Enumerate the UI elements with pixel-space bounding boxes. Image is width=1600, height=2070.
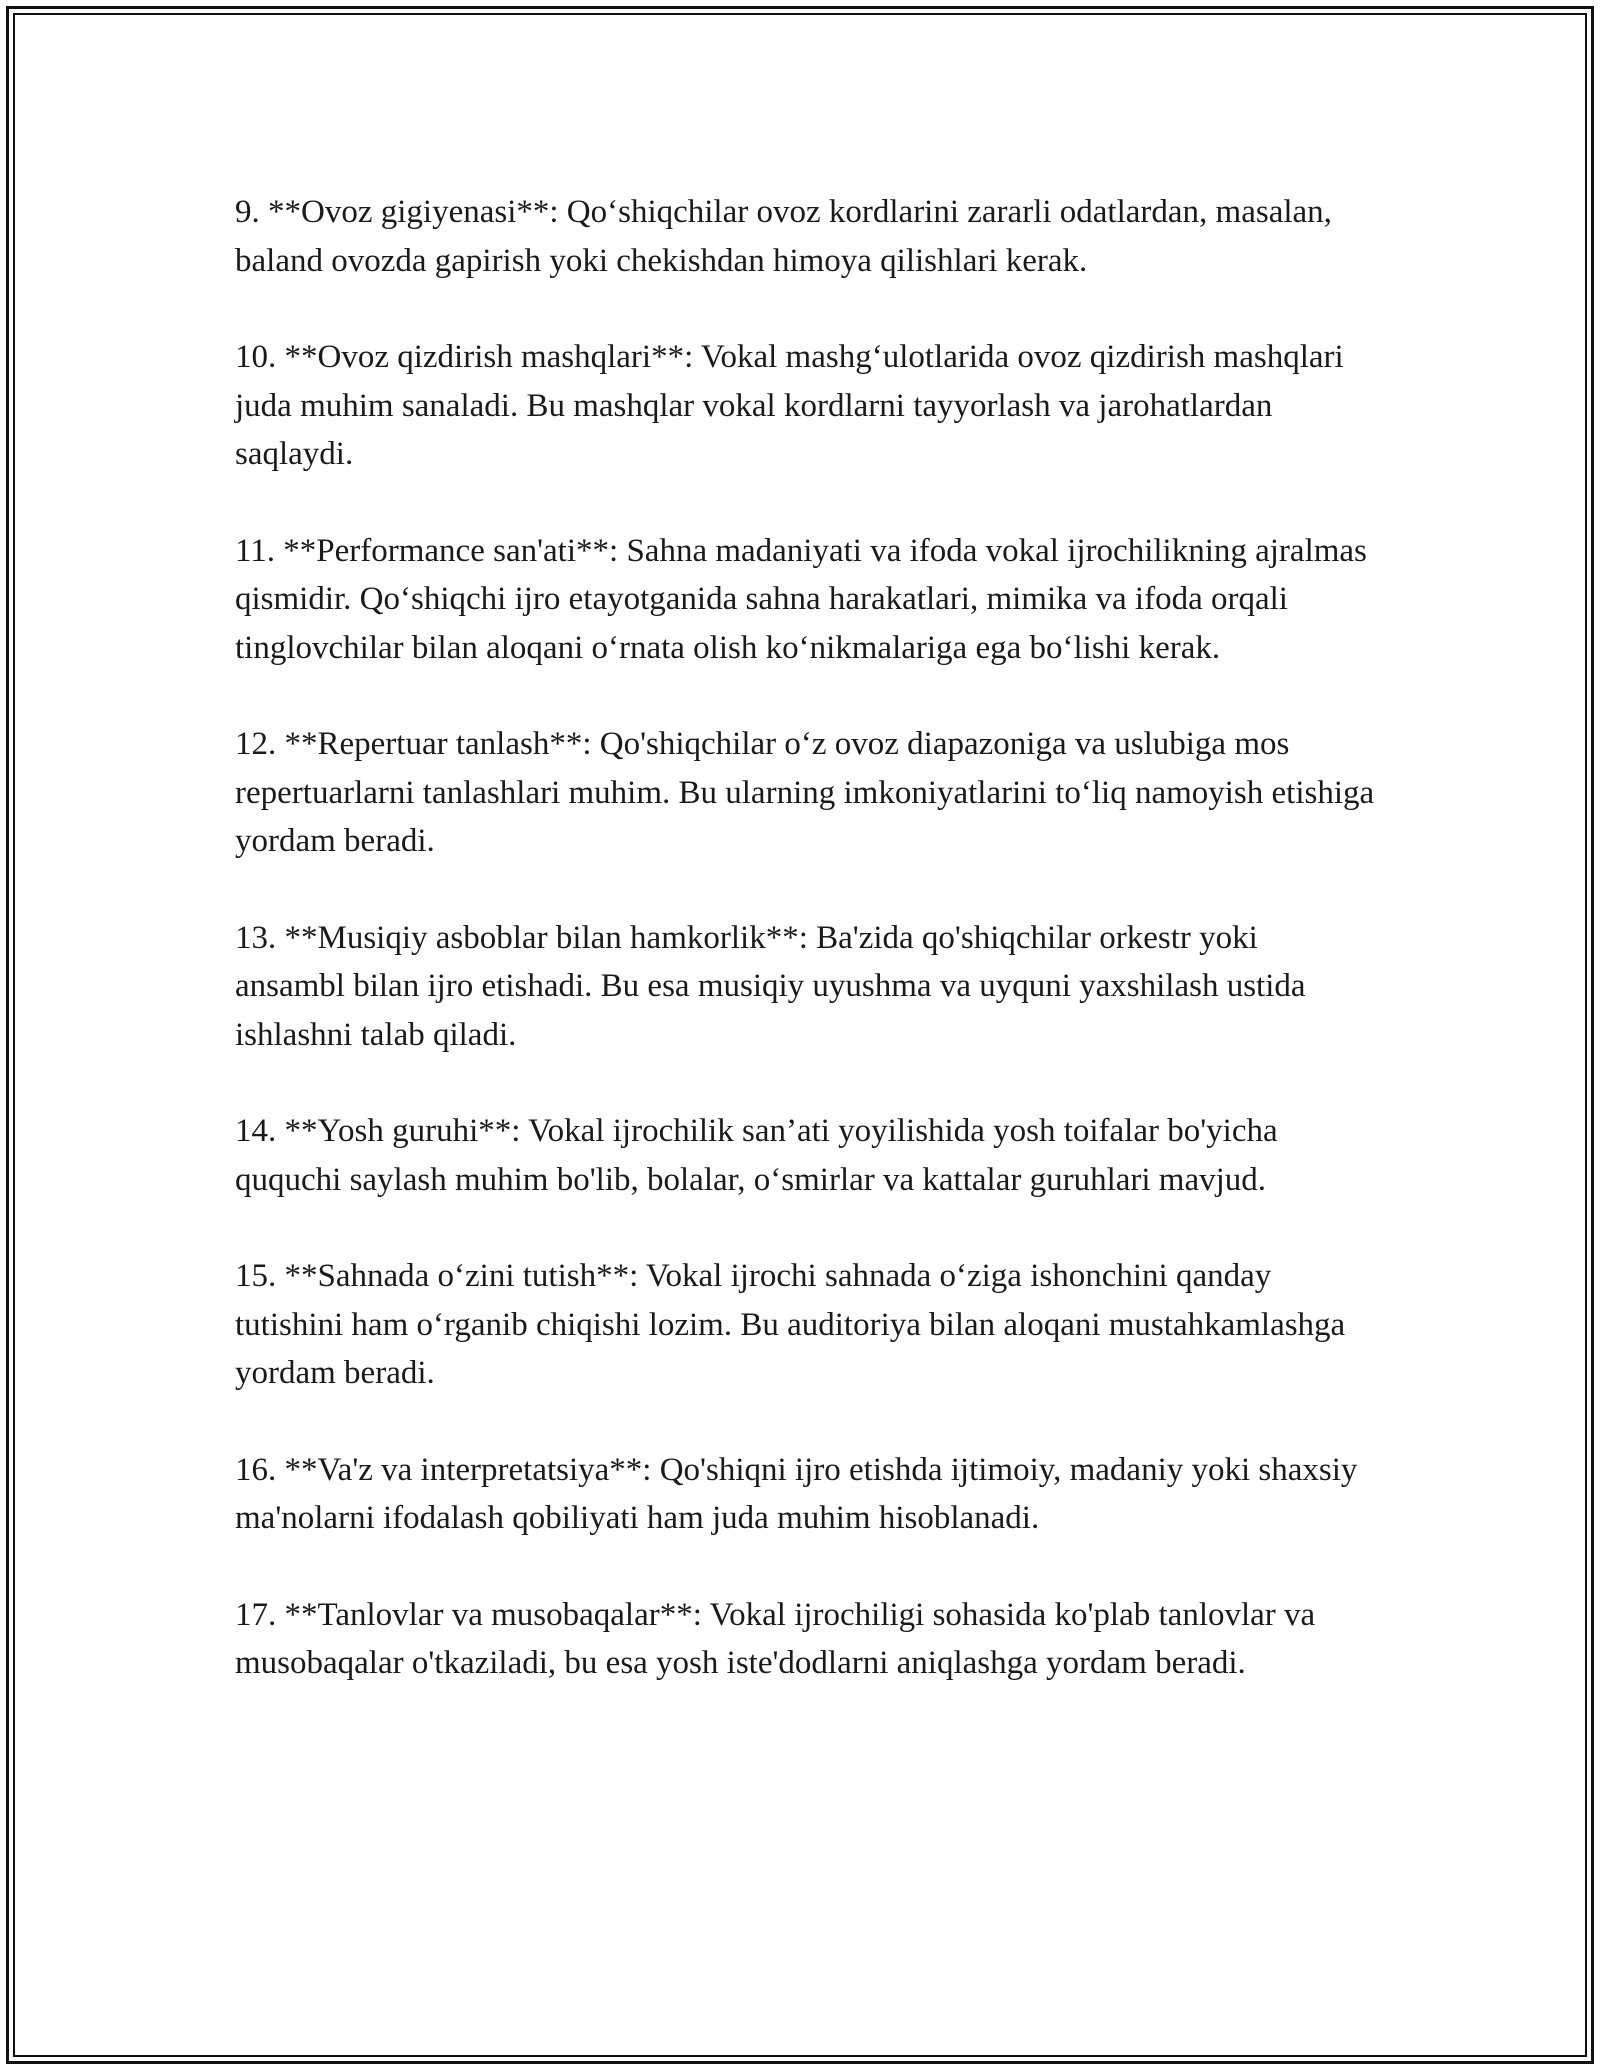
paragraph-item-15: 15. **Sahnada o‘zini tutish**: Vokal ijrochi sahnada o‘ziga ishonchini qanday tutishini ham o‘rganib chiqishi lozim. Bu auditoriya bilan aloqani mustahkamlashga yordam beradi. <box>235 1258 1346 1391</box>
paragraph-item-13: 13. **Musiqiy asboblar bilan hamkorlik**: Ba'zida qo'shiqchilar orkestr yoki ansambl bilan ijro etishadi. Bu esa musiqiy uyushma va uyquni yaxshilash ustida ishlashni talab qiladi. <box>235 919 1306 1053</box>
paragraph-item-17: 17. **Tanlovlar va musobaqalar**: Vokal ijrochiligi sohasida ko'plab tanlovlar va musobaqalar o'tkaziladi, bu esa yosh iste'dodlarni aniqlashga yordam beradi. <box>235 1596 1316 1681</box>
paragraph-item-9: 9. **Ovoz gigiyenasi**: Qo‘shiqchilar ovoz kordlarini zararli odatlardan, masalan, baland ovozda gapirish yoki chekishdan himoya qilishlari kerak. <box>235 194 1332 279</box>
paragraph-item-11: 11. **Performance san'ati**: Sahna madaniyati va ifoda vokal ijrochilikning ajralmas qismidir. Qo‘shiqchi ijro etayotganida sahna harakatlari, mimika va ifoda orqali tinglovchilar bilan aloqani o‘rnata olish ko‘nikmalariga ega bo‘lishi kerak. <box>235 532 1367 666</box>
paragraph-item-12: 12. **Repertuar tanlash**: Qo'shiqchilar o‘z ovoz diapazoniga va uslubiga mos repertuarlarni tanlashlari muhim. Bu ularning imkoniyatlarini to‘liq namoyish etishiga yordam beradi. <box>235 726 1375 859</box>
paragraph-item-10: 10. **Ovoz qizdirish mashqlari**: Vokal mashg‘ulotlarida ovoz qizdirish mashqlari juda muhim sanaladi. Bu mashqlar vokal kordlarni tayyorlash va jarohatlardan saqlaydi. <box>235 339 1344 472</box>
paragraph-item-14: 14. **Yosh guruhi**: Vokal ijrochilik san’ati yoyilishida yosh toifalar bo'yicha ququchi saylash muhim bo'lib, bolalar, o‘smirlar va kattalar guruhlari mavjud. <box>235 1113 1278 1198</box>
document-body <box>235 188 1375 1736</box>
paragraph-item-16: 16. **Va'z va interpretatsiya**: Qo'shiqni ijro etishda ijtimoiy, madaniy yoki shaxsiy ma'nolarni ifodalash qobiliyati ham juda muhim hisoblanadi. <box>235 1451 1358 1536</box>
